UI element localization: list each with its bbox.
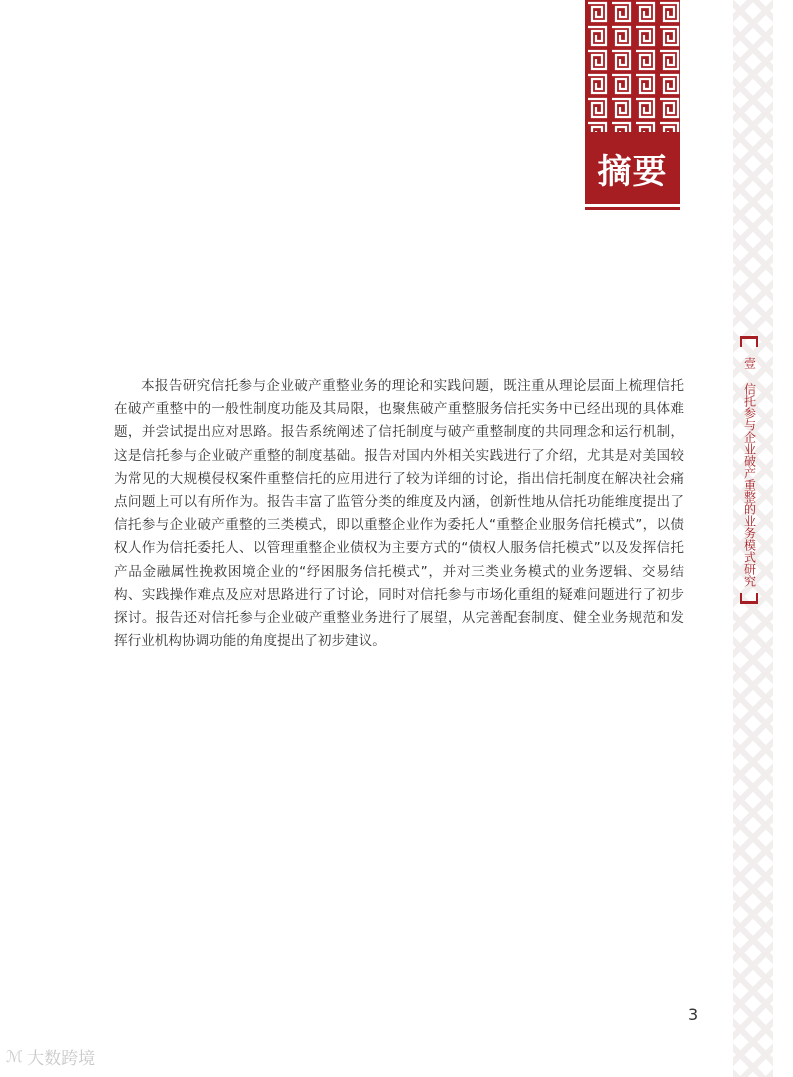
bracket-bottom-icon <box>740 593 758 604</box>
chapter-title: 信托参与企业破产重整的业务模式研究 <box>742 383 757 587</box>
chapter-label <box>738 336 760 604</box>
watermark <box>6 1044 95 1069</box>
watermark-logo-icon: ℳ <box>6 1047 24 1066</box>
fret-pattern <box>585 0 680 132</box>
abstract-paragraph: 本报告研究信托参与企业破产重整业务的理论和实践问题，既注重从理论层面上梳理信托在破产重整中的一般性制度功能及其局限，也聚焦破产重整服务信托实务中已经出现的具体难题，并尝试提出应对思路。报告系统阐述了信托制度与破产重整制度的共同理念和运行机制，这是信托参与企业破产重整的制度基础。报告对国内外相关实践进行了介绍，尤其是对美国较为常见的大规模侵权案件重整信托的应用进行了较为详细的讨论，指出信托制度在解决社会痛点问题上可以有所作为。报告丰富了监管分类的维度及内涵，创新性地从信托功能维度提出了信托参与企业破产重整的三类模式，即以重整企业作为委托人“重整企业服务信托模式”，以债权人作为信托委托人、以管理重整企业债权为主要方式的“债权人服务信托模式”以及发挥信托产品金融属性挽救困境企业的“纾困服务信托模式”，并对三类业务模式的业务逻辑、交易结构、实践操作难点及应对思路进行了讨论，同时对信托参与市场化重组的疑难问题进行了初步探讨。报告还对信托参与企业破产重整业务进行了展望，从完善配套制度、健全业务规范和发挥行业机构协调功能的角度提出了初步建议。 <box>114 378 684 650</box>
section-badge <box>585 0 680 212</box>
bracket-top-icon <box>740 336 758 347</box>
watermark-text: 大数跨境 <box>27 1049 96 1069</box>
page-number: 3 <box>688 1005 699 1024</box>
badge-title-box <box>585 132 680 204</box>
chapter-number: 壹 <box>742 357 757 369</box>
badge-underline <box>585 207 680 210</box>
page-title: 摘要 <box>597 151 668 192</box>
